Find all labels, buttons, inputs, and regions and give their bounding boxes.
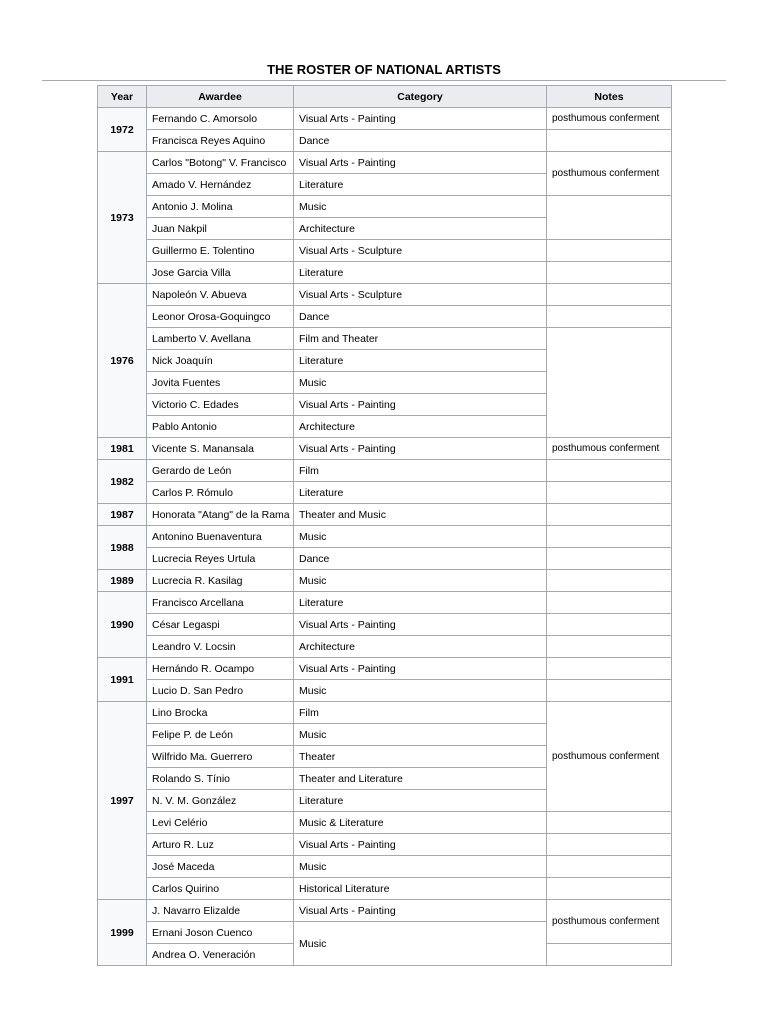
awardee-cell: Antonio J. Molina	[147, 196, 294, 218]
table-row	[98, 592, 672, 614]
category-cell: Theater	[294, 746, 547, 768]
awardee-cell: Leonor Orosa-Goquingco	[147, 306, 294, 328]
year-cell: 1981	[98, 438, 147, 460]
table-row	[98, 834, 672, 856]
awardee-cell: Guillermo E. Tolentino	[147, 240, 294, 262]
category-cell: Film	[294, 460, 547, 482]
year-cell: 1990	[98, 592, 147, 658]
title-divider	[42, 80, 726, 81]
category-cell: Visual Arts - Sculpture	[294, 240, 547, 262]
category-cell: Historical Literature	[294, 878, 547, 900]
notes-cell	[547, 614, 672, 636]
notes-cell	[547, 878, 672, 900]
category-cell: Theater and Music	[294, 504, 547, 526]
table-row	[98, 306, 672, 328]
awardee-cell: Napoleón V. Abueva	[147, 284, 294, 306]
year-cell: 1987	[98, 504, 147, 526]
year-cell: 1973	[98, 152, 147, 284]
category-cell: Literature	[294, 482, 547, 504]
table-row	[98, 196, 672, 218]
awardee-cell: Gerardo de León	[147, 460, 294, 482]
category-cell: Visual Arts - Painting	[294, 834, 547, 856]
awardee-cell: Wilfrido Ma. Guerrero	[147, 746, 294, 768]
year-cell: 1972	[98, 108, 147, 152]
awardee-cell: Arturo R. Luz	[147, 834, 294, 856]
table-row	[98, 680, 672, 702]
notes-cell	[547, 460, 672, 482]
notes-cell	[547, 504, 672, 526]
roster-table	[97, 85, 672, 966]
category-cell: Music	[294, 372, 547, 394]
awardee-cell: Francisca Reyes Aquino	[147, 130, 294, 152]
category-cell: Dance	[294, 130, 547, 152]
category-cell: Dance	[294, 548, 547, 570]
category-cell: Theater and Literature	[294, 768, 547, 790]
awardee-cell: Francisco Arcellana	[147, 592, 294, 614]
notes-cell	[547, 812, 672, 834]
category-cell: Music	[294, 922, 547, 966]
category-cell: Music	[294, 526, 547, 548]
awardee-cell: Andrea O. Veneración	[147, 944, 294, 966]
notes-cell	[547, 482, 672, 504]
awardee-cell: Carlos "Botong" V. Francisco	[147, 152, 294, 174]
awardee-cell: Honorata "Atang" de la Rama	[147, 504, 294, 526]
notes-cell	[547, 526, 672, 548]
awardee-cell: Felipe P. de León	[147, 724, 294, 746]
table-row	[98, 570, 672, 592]
year-cell: 1989	[98, 570, 147, 592]
category-cell: Visual Arts - Painting	[294, 394, 547, 416]
awardee-cell: Rolando S. Tínio	[147, 768, 294, 790]
category-cell: Music	[294, 856, 547, 878]
awardee-cell: Amado V. Hernández	[147, 174, 294, 196]
notes-cell	[547, 284, 672, 306]
awardee-cell: Jovita Fuentes	[147, 372, 294, 394]
awardee-cell: J. Navarro Elizalde	[147, 900, 294, 922]
category-cell: Architecture	[294, 218, 547, 240]
notes-cell	[547, 856, 672, 878]
notes-cell	[547, 834, 672, 856]
table-row	[98, 548, 672, 570]
category-cell: Dance	[294, 306, 547, 328]
awardee-cell: César Legaspi	[147, 614, 294, 636]
notes-cell	[547, 570, 672, 592]
awardee-cell: N. V. M. González	[147, 790, 294, 812]
category-cell: Literature	[294, 790, 547, 812]
category-cell: Film and Theater	[294, 328, 547, 350]
table-row	[98, 460, 672, 482]
category-cell: Visual Arts - Painting	[294, 152, 547, 174]
notes-cell	[547, 592, 672, 614]
awardee-cell: Lucrecia R. Kasilag	[147, 570, 294, 592]
notes-cell	[547, 548, 672, 570]
table-row	[98, 856, 672, 878]
awardee-cell: Carlos Quirino	[147, 878, 294, 900]
notes-cell	[547, 130, 672, 152]
table-row	[98, 482, 672, 504]
notes-cell: posthumous conferment	[547, 152, 672, 196]
category-cell: Music & Literature	[294, 812, 547, 834]
awardee-cell: Levi Celério	[147, 812, 294, 834]
notes-cell	[547, 196, 672, 240]
notes-cell: posthumous conferment	[547, 438, 672, 460]
table-row	[98, 614, 672, 636]
table-row	[98, 284, 672, 306]
table-row	[98, 438, 672, 460]
category-cell: Visual Arts - Sculpture	[294, 284, 547, 306]
header-year: Year	[98, 86, 147, 108]
table-row	[98, 108, 672, 130]
notes-cell: posthumous conferment	[547, 108, 672, 130]
table-row	[98, 702, 672, 724]
category-cell: Music	[294, 680, 547, 702]
table-row	[98, 636, 672, 658]
category-cell: Literature	[294, 592, 547, 614]
notes-cell	[547, 944, 672, 966]
awardee-cell: Vicente S. Manansala	[147, 438, 294, 460]
category-cell: Music	[294, 196, 547, 218]
table-row	[98, 900, 672, 922]
table-row	[98, 878, 672, 900]
table-row	[98, 262, 672, 284]
table-row	[98, 328, 672, 350]
notes-cell	[547, 658, 672, 680]
table-row	[98, 152, 672, 174]
category-cell: Music	[294, 724, 547, 746]
awardee-cell: Victorio C. Edades	[147, 394, 294, 416]
table-row	[98, 130, 672, 152]
category-cell: Literature	[294, 174, 547, 196]
table-row	[98, 504, 672, 526]
notes-cell	[547, 306, 672, 328]
table-row	[98, 812, 672, 834]
awardee-cell: Fernando C. Amorsolo	[147, 108, 294, 130]
notes-cell	[547, 328, 672, 438]
table-row	[98, 658, 672, 680]
awardee-cell: Antonino Buenaventura	[147, 526, 294, 548]
header-row	[98, 86, 672, 108]
table-row	[98, 526, 672, 548]
category-cell: Music	[294, 570, 547, 592]
notes-cell	[547, 636, 672, 658]
awardee-cell: Carlos P. Rómulo	[147, 482, 294, 504]
year-cell: 1982	[98, 460, 147, 504]
notes-cell	[547, 680, 672, 702]
notes-cell: posthumous conferment	[547, 900, 672, 944]
header-notes: Notes	[547, 86, 672, 108]
table-row	[98, 240, 672, 262]
category-cell: Film	[294, 702, 547, 724]
category-cell: Literature	[294, 262, 547, 284]
header-category: Category	[294, 86, 547, 108]
year-cell: 1991	[98, 658, 147, 702]
awardee-cell: Ernani Joson Cuenco	[147, 922, 294, 944]
awardee-cell: Jose Garcia Villa	[147, 262, 294, 284]
year-cell: 1988	[98, 526, 147, 570]
notes-cell	[547, 262, 672, 284]
category-cell: Visual Arts - Painting	[294, 658, 547, 680]
notes-cell: posthumous conferment	[547, 702, 672, 812]
awardee-cell: Lamberto V. Avellana	[147, 328, 294, 350]
category-cell: Architecture	[294, 416, 547, 438]
awardee-cell: Pablo Antonio	[147, 416, 294, 438]
awardee-cell: Juan Nakpil	[147, 218, 294, 240]
category-cell: Architecture	[294, 636, 547, 658]
category-cell: Visual Arts - Painting	[294, 900, 547, 922]
page-title: THE ROSTER OF NATIONAL ARTISTS	[267, 62, 501, 77]
awardee-cell: Nick Joaquín	[147, 350, 294, 372]
awardee-cell: Hernándo R. Ocampo	[147, 658, 294, 680]
category-cell: Visual Arts - Painting	[294, 438, 547, 460]
awardee-cell: Lino Brocka	[147, 702, 294, 724]
year-cell: 1999	[98, 900, 147, 966]
category-cell: Visual Arts - Painting	[294, 614, 547, 636]
year-cell: 1976	[98, 284, 147, 438]
awardee-cell: José Maceda	[147, 856, 294, 878]
awardee-cell: Leandro V. Locsin	[147, 636, 294, 658]
notes-cell	[547, 240, 672, 262]
category-cell: Literature	[294, 350, 547, 372]
header-awardee: Awardee	[147, 86, 294, 108]
awardee-cell: Lucio D. San Pedro	[147, 680, 294, 702]
year-cell: 1997	[98, 702, 147, 900]
awardee-cell: Lucrecia Reyes Urtula	[147, 548, 294, 570]
category-cell: Visual Arts - Painting	[294, 108, 547, 130]
